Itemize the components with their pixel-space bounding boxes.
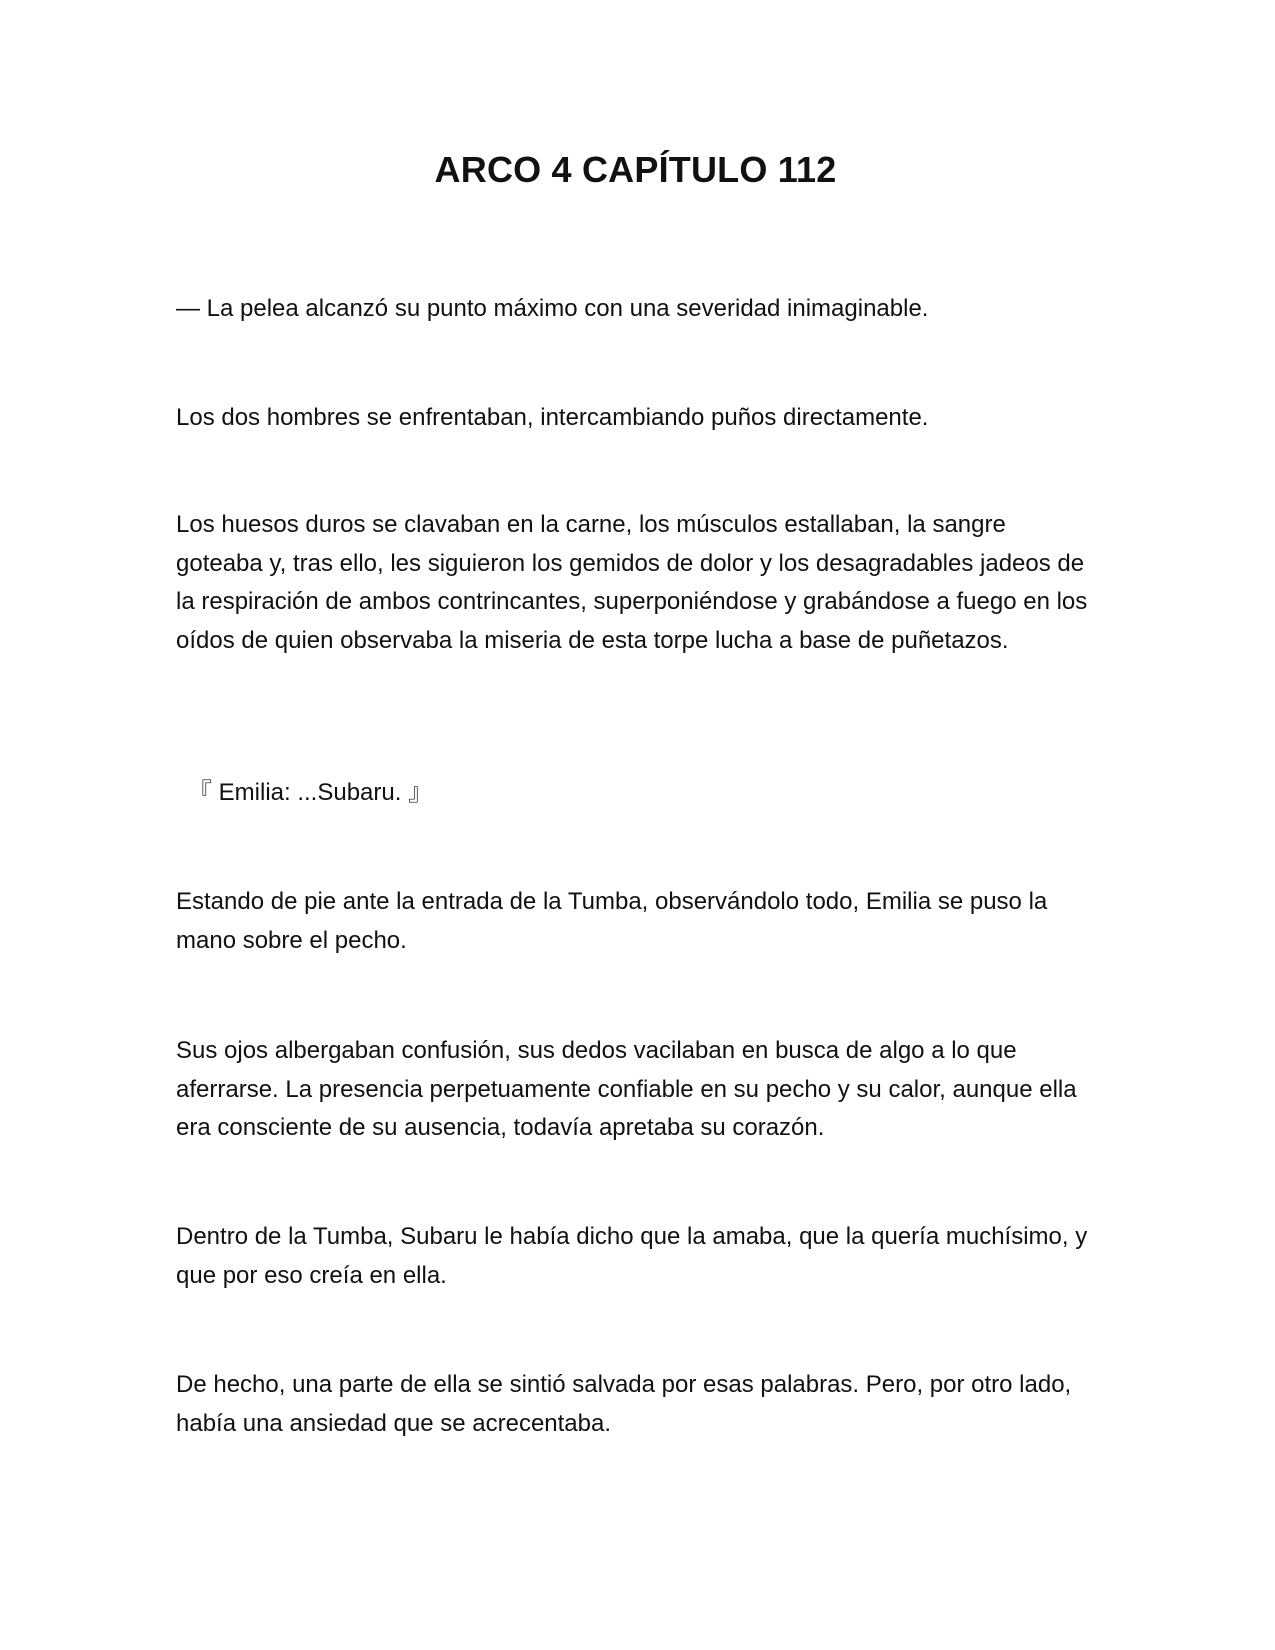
- paragraph-8: De hecho, una parte de ella se sintió salvada por esas palabras. Pero, por otro lado, había una ansiedad que se acrecentaba.: [176, 1371, 1072, 1437]
- paragraph-1: — La pelea alcanzó su punto máximo con una severidad inimaginable.: [176, 295, 929, 322]
- paragraph-5: Estando de pie ante la entrada de la Tumba, observándolo todo, Emilia se puso la mano sobre el pecho.: [176, 888, 1048, 954]
- chapter-title: ARCO 4 CAPÍTULO 112: [434, 149, 837, 190]
- dialogue-line: 『 Emilia: ...Subaru. 』: [188, 779, 433, 806]
- paragraph-2: Los dos hombres se enfrentaban, intercambiando puños directamente.: [176, 404, 929, 431]
- paragraph-3: Los huesos duros se clavaban en la carne, los músculos estallaban, la sangre goteaba y, tras ello, les siguieron los gemidos de dolor y los desagradables jadeos de la respiración de ambos contrincantes, superponiéndose y grabándose a fuego en los oídos de quien observaba la miseria de esta torpe lucha a base de puñetazos.: [176, 511, 1088, 654]
- paragraph-7: Dentro de la Tumba, Subaru le había dicho que la amaba, que la quería muchísimo, y que por eso creía en ella.: [176, 1223, 1088, 1289]
- paragraph-6: Sus ojos albergaban confusión, sus dedos vacilaban en busca de algo a lo que aferrarse. La presencia perpetuamente confiable en su pecho y su calor, aunque ella era consciente de su ausencia, todavía apretaba su corazón.: [176, 1037, 1077, 1141]
